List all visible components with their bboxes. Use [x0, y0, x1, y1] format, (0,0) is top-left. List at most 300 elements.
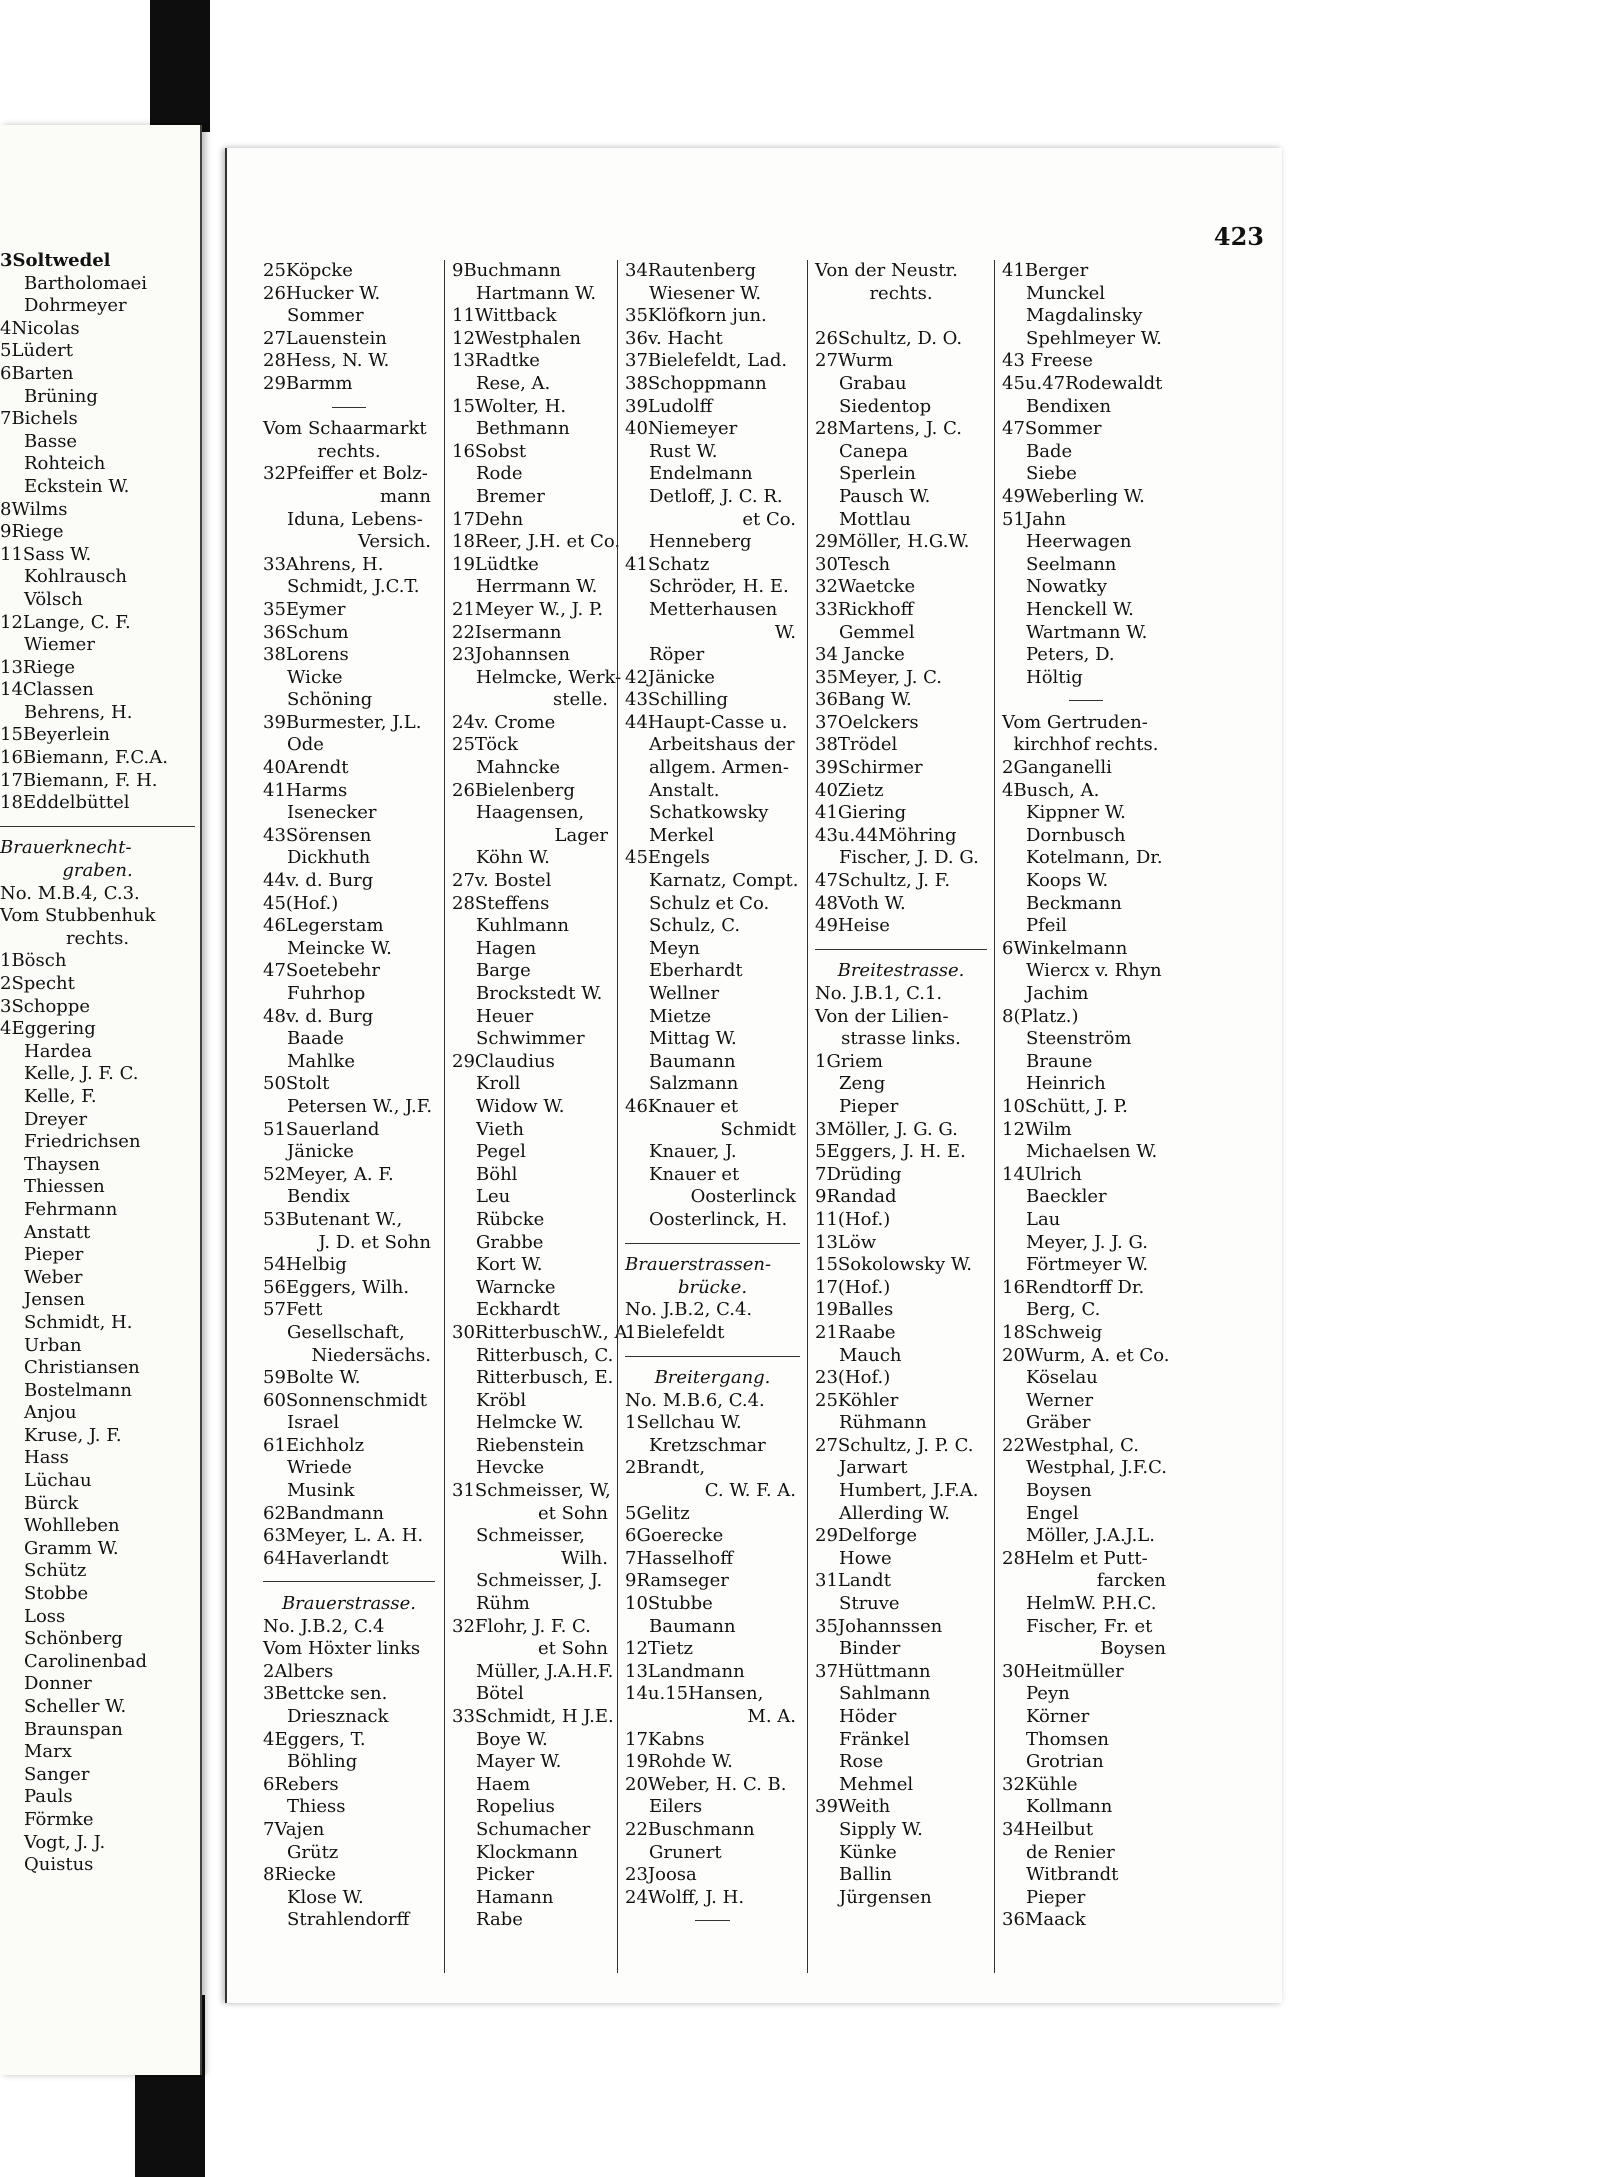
directory-entry: W.: [774, 621, 796, 643]
directory-entry: Brauerstrassen-: [625, 1254, 772, 1276]
directory-entry: Karnatz, Compt.: [649, 870, 799, 892]
directory-entry: Brauerstrasse.: [281, 1593, 417, 1615]
directory-entry: Künke: [839, 1841, 897, 1863]
directory-entry: Helmcke W.: [476, 1412, 584, 1434]
directory-entry: 8Riecke: [263, 1864, 337, 1886]
directory-entry: 28Hess, N. W.: [263, 350, 390, 372]
directory-entry: Jensen: [24, 1289, 85, 1311]
directory-entry: Kohlrausch: [24, 566, 127, 588]
directory-entry: Westphal, J.F.C.: [1026, 1457, 1168, 1479]
directory-entry: Schmeisser, J.: [476, 1570, 603, 1592]
directory-entry: Bostelmann: [24, 1379, 132, 1401]
left-page-column: [0, 250, 195, 1877]
directory-entry: 30RitterbuschW., A.: [452, 1321, 634, 1343]
directory-entry: 45u.47Rodewaldt: [1002, 372, 1163, 394]
directory-entry: 43Sörensen: [263, 824, 372, 846]
directory-entry: Ballin: [839, 1864, 892, 1886]
directory-entry: Heuer: [476, 1005, 534, 1027]
directory-entry: 64Haverlandt: [263, 1547, 389, 1569]
directory-entry: Baumann: [649, 1615, 736, 1637]
directory-entry: Lager: [554, 824, 608, 846]
directory-entry: Christiansen: [24, 1357, 140, 1379]
directory-entry: 15Beyerlein: [0, 724, 110, 746]
directory-entry: Kotelmann, Dr.: [1026, 847, 1163, 869]
directory-entry: Rühmann: [839, 1412, 927, 1434]
directory-entry: 32Flohr, J. F. C.: [452, 1615, 591, 1637]
directory-entry: Mayer W.: [476, 1751, 562, 1773]
directory-entry: 20Weber, H. C. B.: [625, 1773, 787, 1795]
directory-entry: Gesellschaft,: [287, 1321, 405, 1343]
directory-entry: et Sohn: [538, 1638, 608, 1660]
directory-entry: Grotrian: [1026, 1751, 1104, 1773]
directory-entry: Thaysen: [24, 1153, 100, 1175]
directory-entry: Beckmann: [1026, 892, 1122, 914]
directory-entry: 31Schmeisser, W,: [452, 1480, 611, 1502]
directory-entry: 45Engels: [625, 847, 710, 869]
directory-entry: 11(Hof.): [815, 1208, 891, 1230]
directory-entry: Barge: [476, 960, 531, 982]
directory-entry: 8(Platz.): [1002, 1005, 1079, 1027]
directory-entry: No. J.B.1, C.1.: [815, 983, 943, 1004]
directory-entry: Breitestrasse.: [837, 960, 965, 982]
directory-entry: Donner: [24, 1673, 92, 1695]
directory-entry: Kippner W.: [1026, 802, 1126, 824]
directory-entry: Warncke: [476, 1276, 556, 1298]
directory-entry: 59Bolte W.: [263, 1367, 361, 1389]
scanner-bar-top: [150, 0, 210, 132]
directory-entry: 28Martens, J. C.: [815, 418, 962, 440]
directory-entry: 11Wittback: [452, 305, 557, 327]
directory-entry: Mottlau: [839, 508, 911, 530]
directory-entry: 48v. d. Burg: [263, 1005, 374, 1027]
directory-entry: 33Rickhoff: [815, 598, 914, 620]
directory-entry: 57Fett: [263, 1299, 323, 1321]
directory-entry: 38Lorens: [263, 644, 349, 666]
directory-entry: J. D. et Sohn: [318, 1231, 431, 1253]
directory-entry: Schumacher: [476, 1818, 591, 1840]
directory-entry: 41Berger: [1002, 260, 1089, 281]
directory-entry: brücke.: [677, 1276, 748, 1298]
directory-entry: Anjou: [24, 1402, 77, 1424]
directory-entry: Michaelsen W.: [1026, 1141, 1158, 1163]
directory-entry: Anstalt.: [649, 779, 720, 801]
directory-entry: Ritterbusch, E.: [476, 1367, 614, 1389]
column-5: [1002, 260, 1170, 1973]
directory-entry: 43Schilling: [625, 689, 729, 711]
directory-entry: No. M.B.4, C.3.: [0, 882, 140, 904]
directory-entry: Hagen: [476, 937, 537, 959]
directory-entry: 33Ahrens, H.: [263, 553, 384, 575]
directory-entry: 60Sonnenschmidt: [263, 1389, 427, 1411]
directory-entry: 6Goerecke: [625, 1525, 724, 1547]
directory-entry: 41Harms: [263, 779, 348, 801]
directory-entry: 22Isermann: [452, 621, 562, 643]
directory-entry: 39Ludolff: [625, 395, 713, 417]
directory-entry: 36Schum: [263, 621, 349, 643]
divider: [263, 1570, 435, 1593]
column-2: [452, 260, 634, 1973]
directory-entry: rechts.: [317, 440, 381, 462]
directory-entry: 49Weberling W.: [1002, 485, 1145, 507]
directory-entry: Meyn: [649, 937, 700, 959]
directory-entry: 33Schmidt, H J.E.: [452, 1706, 614, 1727]
directory-entry: Rühm: [476, 1593, 530, 1615]
directory-entry: Mahncke: [476, 757, 560, 779]
directory-entry: Kort W.: [476, 1254, 543, 1276]
directory-entry: Meincke W.: [287, 937, 392, 959]
directory-entry: 49Heise: [815, 915, 890, 937]
directory-entry: Wiesener W.: [649, 282, 762, 304]
directory-entry: Breitergang.: [654, 1367, 771, 1389]
directory-entry: 1Bösch: [0, 950, 67, 972]
directory-entry: Quistus: [24, 1854, 94, 1876]
directory-entry: et Co.: [742, 508, 796, 530]
directory-entry: Schmidt: [720, 1118, 796, 1140]
directory-entry: de Renier: [1026, 1841, 1115, 1863]
directory-entry: Peters, D.: [1026, 644, 1115, 666]
directory-entry: Förtmeyer W.: [1026, 1254, 1149, 1276]
directory-entry: 52Meyer, A. F.: [263, 1163, 394, 1185]
directory-entry: 43u.44Möhring: [815, 824, 957, 846]
directory-entry: 5Gelitz: [625, 1502, 690, 1524]
directory-entry: Schmidt, H.: [24, 1311, 133, 1333]
directory-entry: Heinrich: [1026, 1073, 1106, 1095]
directory-entry: Herrmann W.: [476, 576, 598, 598]
directory-entry: rechts.: [869, 282, 933, 304]
directory-entry: 34 Jancke: [815, 644, 905, 666]
directory-entry: 51Sauerland: [263, 1118, 380, 1140]
directory-entry: Von der Lilien-: [815, 1005, 949, 1027]
directory-entry: 16Biemann, F.C.A.: [0, 747, 168, 769]
directory-entry: Endelmann: [649, 463, 753, 485]
directory-entry: Brüning: [24, 385, 98, 407]
directory-entry: Schatkowsky: [649, 802, 769, 824]
directory-entry: Detloff, J. C. R.: [649, 485, 783, 507]
directory-entry: 7Drüding: [815, 1163, 902, 1185]
directory-entry: Mauch: [839, 1344, 902, 1366]
directory-entry: 8Wilms: [0, 498, 68, 520]
directory-entry: Wohlleben: [24, 1515, 120, 1537]
directory-entry: Munckel: [1026, 282, 1106, 304]
directory-entry: Schönberg: [24, 1628, 123, 1650]
directory-entry: Humbert, J.F.A.: [839, 1480, 979, 1502]
directory-entry: Koops W.: [1026, 870, 1109, 892]
directory-entry: 7Hasselhoff: [625, 1547, 733, 1569]
directory-entry: Behrens, H.: [24, 701, 133, 723]
column-3: [625, 260, 800, 1973]
directory-entry: Metterhausen: [649, 598, 778, 620]
directory-entry: Knauer et: [649, 1163, 740, 1185]
directory-entry: 16Rendtorff Dr.: [1002, 1276, 1145, 1298]
directory-entry: Wriede: [287, 1457, 352, 1479]
directory-entry: Lüchau: [24, 1470, 92, 1492]
directory-entry: 15Sokolowsky W.: [815, 1254, 972, 1276]
directory-entry: Schwimmer: [476, 1028, 585, 1050]
directory-entry: 9Buchmann: [452, 260, 561, 281]
directory-entry: 54Helbig: [263, 1254, 347, 1276]
directory-entry: Henckell W.: [1026, 598, 1134, 620]
directory-entry: Bendix: [287, 1186, 350, 1208]
directory-entry: Boysen: [1100, 1638, 1166, 1660]
directory-entry: 4Nicolas: [0, 317, 80, 339]
directory-entry: 25Köhler: [815, 1389, 899, 1411]
directory-entry: 3Soltwedel: [0, 250, 111, 271]
directory-entry: Kelle, J. F. C.: [24, 1063, 139, 1085]
left-page-edge: [0, 125, 202, 2075]
directory-entry: kirchhof rechts.: [1013, 734, 1159, 756]
directory-entry: Vieth: [476, 1118, 524, 1140]
directory-entry: HelmW. P.H.C.: [1026, 1593, 1157, 1615]
directory-entry: Baade: [287, 1028, 344, 1050]
directory-entry: 14u.15Hansen,: [625, 1683, 764, 1705]
directory-entry: Leu: [476, 1186, 511, 1208]
directory-entry: Schröder, H. E.: [649, 576, 789, 598]
directory-entry: 35Klöfkorn jun.: [625, 305, 767, 327]
directory-entry: Spehlmeyer W.: [1026, 327, 1162, 349]
directory-entry: Eckhardt: [476, 1299, 560, 1321]
divider: [0, 815, 195, 838]
column-4: [815, 260, 987, 1973]
directory-entry: No. J.B.2, C.4: [263, 1615, 385, 1637]
directory-entry: Bendixen: [1026, 395, 1112, 417]
directory-entry: 1Bielefeldt: [625, 1321, 725, 1343]
directory-entry: Rose: [839, 1751, 884, 1773]
directory-entry: 46Knauer et: [625, 1095, 739, 1117]
directory-entry: Schmidt, J.C.T.: [287, 576, 420, 598]
directory-entry: Petersen W., J.F.: [287, 1095, 433, 1117]
directory-entry: Grütz: [287, 1841, 339, 1863]
directory-entry: Bade: [1026, 440, 1073, 462]
directory-entry: 53Butenant W.,: [263, 1208, 403, 1230]
directory-entry: Schulz, C.: [649, 915, 741, 937]
directory-entry: Pauls: [24, 1786, 73, 1808]
directory-entry: Kroll: [476, 1073, 521, 1095]
directory-entry: Marx: [24, 1741, 72, 1763]
directory-entry: Ritterbusch, C.: [476, 1344, 614, 1366]
directory-entry: Förmke: [24, 1808, 94, 1830]
directory-entry: Völsch: [24, 588, 83, 610]
directory-entry: Braunspan: [24, 1718, 123, 1740]
directory-entry: 29Claudius: [452, 1050, 555, 1072]
directory-entry: Dohrmeyer: [24, 295, 127, 317]
directory-entry: 35Johannssen: [815, 1615, 943, 1637]
directory-entry: 25Köpcke: [263, 260, 353, 281]
directory-entry: 19Lüdtke: [452, 553, 539, 575]
directory-entry: Scheller W.: [24, 1696, 127, 1717]
directory-entry: Ode: [287, 734, 324, 756]
directory-entry: 47Soetebehr: [263, 960, 380, 982]
directory-entry: Kruse, J. F.: [24, 1424, 122, 1446]
directory-entry: 29Möller, H.G.W.: [815, 531, 970, 553]
directory-entry: Mietze: [649, 1005, 712, 1027]
directory-entry: 42Jänicke: [625, 666, 715, 688]
directory-entry: 27v. Bostel: [452, 870, 552, 892]
directory-entry: Sipply W.: [839, 1818, 923, 1840]
directory-entry: 31Landt: [815, 1570, 891, 1592]
directory-entry: 1Griem: [815, 1050, 883, 1072]
directory-entry: Sperlein: [839, 463, 916, 485]
directory-entry: Israel: [287, 1412, 340, 1434]
directory-entry: Mehmel: [839, 1773, 914, 1795]
directory-entry: 47Schultz, J. F.: [815, 870, 951, 892]
directory-entry: 56Eggers, Wilh.: [263, 1276, 410, 1298]
directory-entry: Anstatt: [24, 1221, 91, 1243]
directory-entry: 17Kabns: [625, 1728, 705, 1750]
directory-entry: 47Sommer: [1002, 418, 1102, 440]
directory-entry: Jürgensen: [839, 1886, 932, 1908]
directory-entry: Rust W.: [649, 440, 718, 462]
directory-entry: Weber: [24, 1266, 83, 1288]
directory-entry: 50Stolt: [263, 1073, 330, 1095]
directory-entry: Kelle, F.: [24, 1085, 97, 1107]
directory-entry: Sommer: [287, 305, 364, 327]
directory-entry: Rese, A.: [476, 372, 551, 394]
directory-entry: Müller, J.A.H.F.: [476, 1660, 614, 1682]
directory-entry: 62Bandmann: [263, 1502, 384, 1524]
directory-entry: 37Hüttmann: [815, 1660, 931, 1682]
directory-entry: Merkel: [649, 824, 715, 846]
directory-entry: Eckstein W.: [24, 475, 130, 497]
directory-entry: 22Westphal, C.: [1002, 1434, 1139, 1456]
directory-entry: C. W. F. A.: [704, 1480, 796, 1502]
divider: [815, 305, 987, 328]
directory-entry: Hardea: [24, 1040, 92, 1062]
directory-entry: 37Bielefeldt, Lad.: [625, 350, 788, 372]
directory-entry: 40Zietz: [815, 779, 884, 801]
directory-entry: Klose W.: [287, 1886, 364, 1908]
directory-entry: Musink: [287, 1480, 355, 1502]
directory-entry: 3Schoppe: [0, 995, 90, 1017]
directory-entry: Gemmel: [839, 621, 915, 643]
directory-entry: Hamann: [476, 1886, 554, 1908]
directory-entry: 11Sass W.: [0, 543, 92, 565]
directory-entry: Picker: [476, 1864, 535, 1886]
directory-entry: 17Biemann, F. H.: [0, 769, 158, 791]
directory-entry: Gräber: [1026, 1412, 1091, 1434]
directory-entry: 23(Hof.): [815, 1367, 891, 1389]
directory-entry: Werner: [1026, 1389, 1094, 1411]
directory-entry: 26Hucker W.: [263, 282, 381, 304]
directory-entry: 14Ulrich: [1002, 1163, 1082, 1185]
directory-entry: Wellner: [649, 983, 720, 1004]
divider: [263, 396, 435, 419]
directory-entry: Gramm W.: [24, 1537, 119, 1559]
divider: [625, 1909, 800, 1932]
directory-entry: rechts.: [65, 927, 130, 949]
directory-entry: 27Schultz, J. P. C.: [815, 1434, 974, 1456]
directory-entry: 26Bielenberg: [452, 779, 575, 801]
directory-entry: Loss: [24, 1605, 66, 1627]
directory-entry: Lau: [1026, 1208, 1061, 1230]
directory-entry: 32Waetcke: [815, 576, 916, 598]
directory-entry: Eberhardt: [649, 960, 743, 982]
directory-entry: Steenström: [1026, 1028, 1132, 1050]
directory-entry: Kuhlmann: [476, 915, 569, 937]
directory-entry: Vom Schaarmarkt: [263, 418, 427, 440]
directory-entry: Boye W.: [476, 1728, 548, 1750]
directory-entry: 18Eddelbüttel: [0, 792, 130, 814]
directory-entry: Urban: [24, 1334, 82, 1356]
directory-entry: 61Eichholz: [263, 1434, 365, 1456]
directory-entry: Köhn W.: [476, 847, 550, 869]
directory-entry: 18Schweig: [1002, 1321, 1103, 1343]
directory-entry: Seelmann: [1026, 553, 1117, 575]
directory-entry: Fuhrhop: [287, 983, 366, 1004]
directory-entry: 10Stubbe: [625, 1593, 713, 1615]
directory-entry: Rode: [476, 463, 523, 485]
directory-entry: Rübcke: [476, 1208, 545, 1230]
directory-entry: 32Pfeiffer et Bolz-: [263, 463, 428, 485]
directory-entry: 35Meyer, J. C.: [815, 666, 942, 688]
directory-entry: 13Riege: [0, 656, 76, 678]
directory-entry: 35Eymer: [263, 598, 346, 620]
directory-page: [225, 148, 1282, 2003]
directory-entry: Strahlendorff: [287, 1909, 410, 1931]
directory-entry: Dreyer: [24, 1108, 88, 1130]
directory-entry: Pfeil: [1026, 915, 1067, 937]
directory-entry: Fischer, J. D. G.: [839, 847, 979, 869]
directory-entry: 1Sellchau W.: [625, 1412, 742, 1434]
directory-entry: 9Riege: [0, 521, 64, 543]
directory-entry: Driesznack: [287, 1706, 389, 1727]
directory-entry: Siebe: [1026, 463, 1077, 485]
directory-entry: 9Randad: [815, 1186, 897, 1208]
directory-entry: graben.: [62, 860, 133, 882]
directory-entry: Widow W.: [476, 1095, 565, 1117]
directory-entry: 14Classen: [0, 679, 94, 701]
directory-entry: Meyer, J. J. G.: [1026, 1231, 1148, 1253]
directory-entry: 17(Hof.): [815, 1276, 891, 1298]
directory-entry: Bremer: [476, 485, 545, 507]
directory-entry: 15Wolter, H.: [452, 395, 567, 417]
directory-entry: 4Busch, A.: [1002, 779, 1100, 801]
directory-entry: 13Radtke: [452, 350, 540, 372]
directory-entry: No. M.B.6, C.4.: [625, 1389, 765, 1411]
directory-entry: Bürck: [24, 1492, 79, 1514]
directory-entry: Basse: [24, 430, 78, 452]
directory-entry: Fränkel: [839, 1728, 910, 1750]
directory-entry: Dornbusch: [1026, 824, 1126, 846]
directory-entry: 51Jahn: [1002, 508, 1067, 530]
directory-entry: 41Giering: [815, 802, 907, 824]
directory-entry: Magdalinsky: [1026, 305, 1143, 327]
directory-entry: 2Brandt,: [625, 1457, 706, 1479]
directory-entry: 17Dehn: [452, 508, 524, 530]
directory-entry: 12Tietz: [625, 1638, 694, 1660]
directory-entry: 36v. Hacht: [625, 327, 723, 349]
directory-entry: Isenecker: [287, 802, 377, 824]
directory-entry: 34Heilbut: [1002, 1818, 1094, 1840]
directory-entry: 39Schirmer: [815, 757, 923, 779]
directory-entry: Versich.: [358, 531, 431, 553]
directory-entry: Howe: [839, 1547, 892, 1569]
directory-entry: Pieper: [839, 1095, 899, 1117]
directory-entry: Vom Gertruden-: [1002, 711, 1148, 733]
directory-entry: 7Bichels: [0, 408, 78, 430]
directory-entry: Schütz: [24, 1560, 87, 1582]
directory-entry: Jachim: [1026, 983, 1089, 1004]
directory-entry: Niedersächs.: [311, 1344, 431, 1366]
directory-entry: 27Lauenstein: [263, 327, 387, 349]
directory-entry: Grabau: [839, 372, 907, 394]
directory-entry: 28Helm et Putt-: [1002, 1547, 1148, 1569]
directory-entry: Eilers: [649, 1796, 703, 1818]
directory-entry: strasse links.: [841, 1028, 961, 1050]
directory-entry: 30Tesch: [815, 553, 891, 575]
directory-entry: 12Lange, C. F.: [0, 611, 131, 633]
directory-entry: Boysen: [1026, 1480, 1092, 1502]
directory-entry: 16Sobst: [452, 440, 527, 462]
